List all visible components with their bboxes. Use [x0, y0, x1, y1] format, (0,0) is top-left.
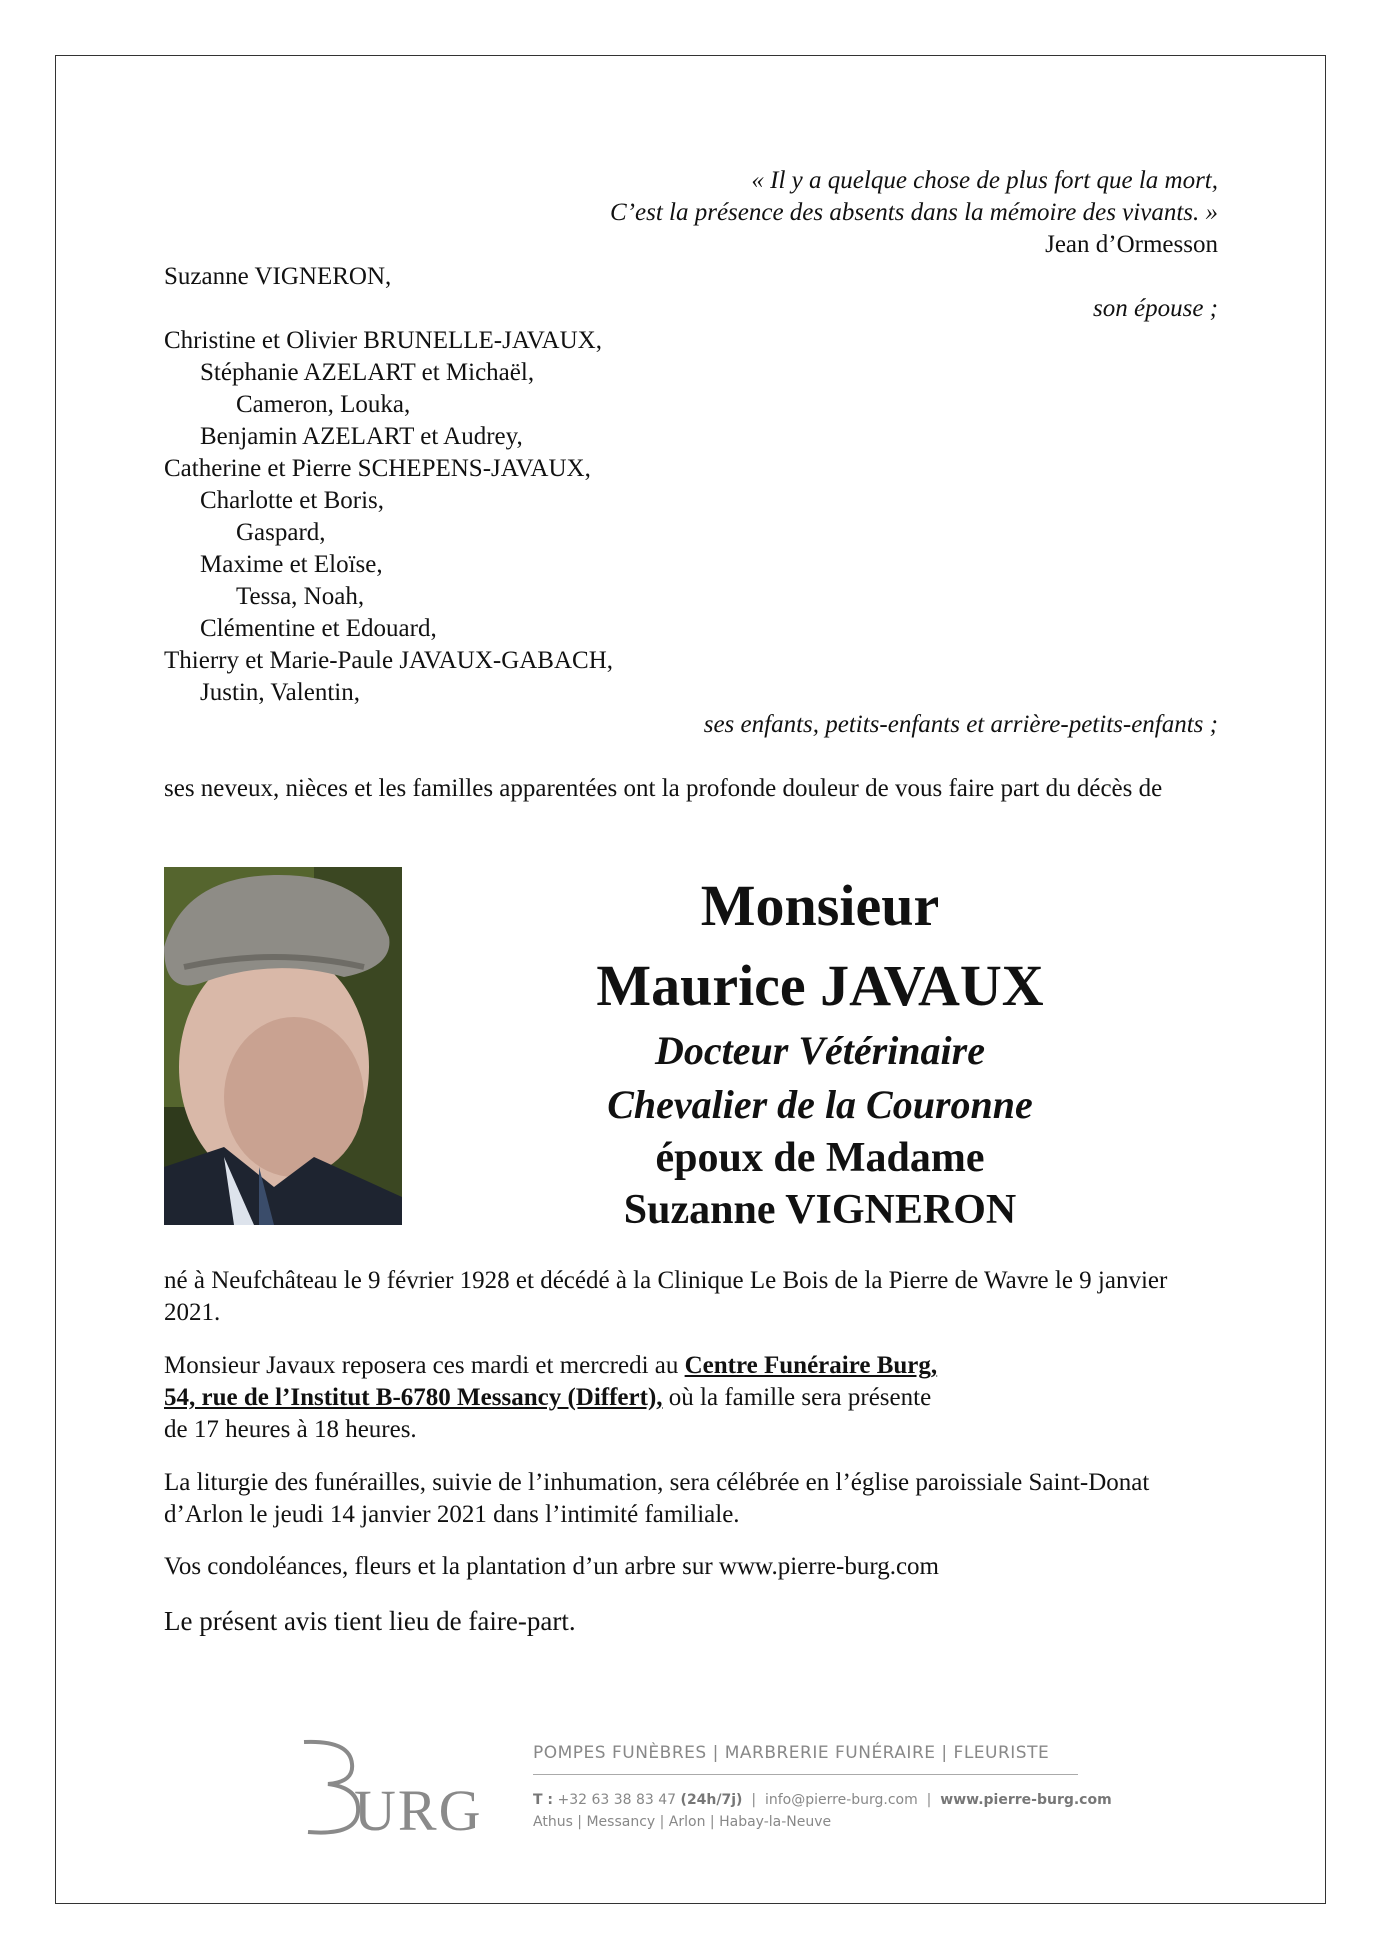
quote-line-2: C’est la présence des absents dans la mémoire des vivants. »: [610, 199, 1218, 226]
footer-contact: T : +32 63 38 83 47 (24h/7j) | info@pierre-burg.com | www.pierre-burg.com: [533, 1792, 1112, 1808]
footer-email[interactable]: info@pierre-burg.com: [764, 1792, 918, 1808]
deceased-spouse-line-1: époux de Madame: [655, 1135, 985, 1181]
visitation-place: Centre Funéraire Burg,: [684, 1352, 938, 1379]
family-member: Gaspard,: [236, 519, 326, 546]
family-member: Justin, Valentin,: [200, 679, 360, 706]
family-member: Benjamin AZELART et Audrey,: [200, 423, 523, 450]
footer-website[interactable]: www.pierre-burg.com: [940, 1792, 1112, 1808]
visitation-hours: de 17 heures à 18 heures.: [164, 1416, 417, 1443]
quote-author: Jean d’Ormesson: [1045, 231, 1218, 258]
family-member: Maxime et Eloïse,: [200, 551, 383, 578]
family-member: Stéphanie AZELART et Michaël,: [200, 359, 535, 386]
family-role: ses enfants, petits-enfants et arrière-petits-enfants ;: [703, 711, 1218, 738]
deceased-profession: Docteur Vétérinaire: [655, 1028, 985, 1073]
condolences: Vos condoléances, fleurs et la plantation d’un arbre sur www.pierre-burg.com: [164, 1553, 939, 1580]
deceased-spouse-line-2: Suzanne VIGNERON: [623, 1187, 1017, 1233]
closing-note: Le présent avis tient lieu de faire-part.: [164, 1606, 576, 1636]
family-member: Charlotte et Boris,: [200, 487, 384, 514]
deceased-name: Maurice JAVAUX: [596, 953, 1044, 1018]
deceased-honor: Chevalier de la Couronne: [607, 1082, 1033, 1127]
spouse-name: Suzanne VIGNERON,: [164, 263, 392, 290]
visitation-address: 54, rue de l’Institut B-6780 Messancy (Differt),: [164, 1384, 663, 1411]
family-member: Clémentine et Edouard,: [200, 615, 437, 642]
family-member: Christine et Olivier BRUNELLE-JAVAUX,: [164, 327, 602, 354]
family-member: Cameron, Louka,: [236, 391, 411, 418]
quote-line-1: « Il y a quelque chose de plus fort que la mort,: [751, 167, 1218, 194]
family-member: Thierry et Marie-Paule JAVAUX-GABACH,: [164, 647, 614, 674]
announcement: ses neveux, nièces et les familles apparentées ont la profonde douleur de vous faire part du décès de: [164, 775, 1163, 802]
phone-label: T :: [533, 1792, 554, 1808]
epigraph-quote: [300, 165, 1218, 261]
deceased-photo: [164, 867, 402, 1225]
footer-places: Athus | Messancy | Arlon | Habay-la-Neuve: [533, 1814, 832, 1830]
birth-death: né à Neufchâteau le 9 février 1928 et décédé à la Clinique Le Bois de la Pierre de Wavre le 9 janvier 2021.: [164, 1267, 1168, 1326]
burg-logo: [298, 1738, 483, 1838]
burg-logo-mark: [298, 1738, 483, 1838]
deceased-name-block: [500, 868, 1140, 1236]
family-list: [164, 325, 1218, 709]
family-member: Catherine et Pierre SCHEPENS-JAVAUX,: [164, 455, 591, 482]
deceased-title: Monsieur: [700, 873, 940, 938]
portrait-illustration: [164, 867, 402, 1225]
spouse-role: son épouse ;: [1093, 295, 1218, 322]
footer-info: [533, 1738, 1112, 1833]
visitation-intro: Monsieur Javaux reposera ces mardi et mercredi au: [164, 1352, 685, 1379]
phone-note: (24h/7j): [680, 1792, 743, 1808]
visitation-after: où la famille sera présente: [662, 1384, 932, 1411]
footer-services: POMPES FUNÈBRES | MARBRERIE FUNÉRAIRE | FLEURISTE: [533, 1738, 1078, 1775]
family-member: Tessa, Noah,: [236, 583, 365, 610]
visitation: [164, 1350, 1218, 1446]
funeral-info: La liturgie des funérailles, suivie de l’inhumation, sera célébrée en l’église paroissiale Saint-Donat d’Arlon le jeudi 14 janvier 2021 dans l’intimité familiale.: [164, 1469, 1150, 1528]
logo-letters: URG: [354, 1778, 483, 1838]
phone-number[interactable]: +32 63 38 83 47: [557, 1792, 677, 1808]
